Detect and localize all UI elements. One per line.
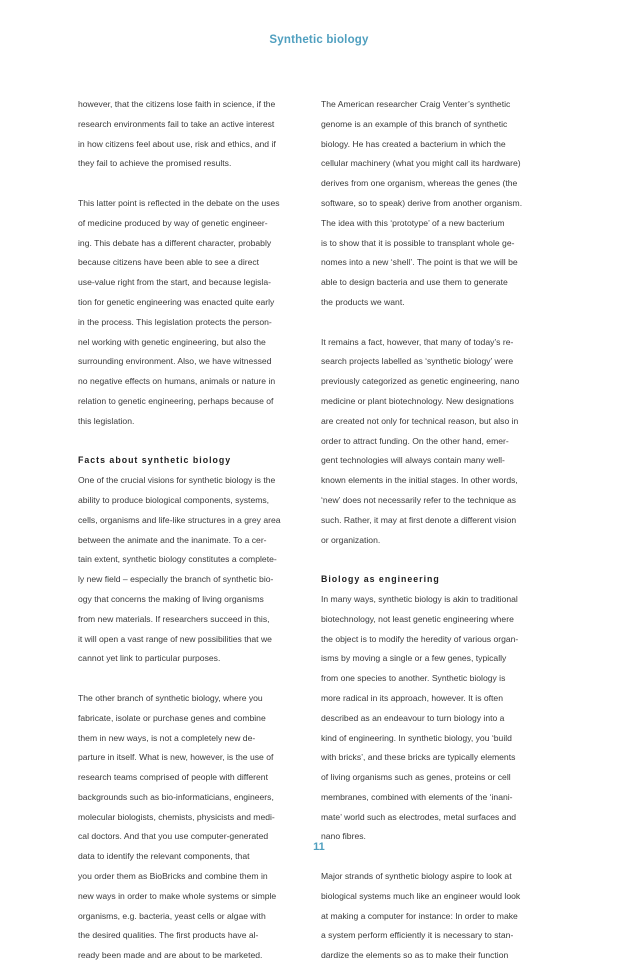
text-line: biotechnology, not least genetic engineering where xyxy=(321,613,514,624)
text-line: nel working with genetic engineering, but also the xyxy=(78,336,266,347)
text-line: ing. This debate has a different character, probably xyxy=(78,237,272,248)
text-line: medicine or plant biotechnology. New designations xyxy=(321,395,514,406)
paragraph-gap xyxy=(321,313,559,333)
text-line: is to show that it is possible to transplant whole ge- xyxy=(321,237,515,248)
text-line: or organization. xyxy=(321,534,381,545)
text-line: dardize the elements so as to make their function xyxy=(321,950,509,961)
text-line: mate’ world such as electrodes, metal surfaces and xyxy=(321,811,517,822)
text-line: research environments fail to take an active interest xyxy=(78,118,275,129)
text-line: genome is an example of this branch of synthetic xyxy=(321,118,508,129)
text-line: The other branch of synthetic biology, where you xyxy=(78,692,263,703)
page-number: 11 xyxy=(313,841,325,853)
text-line: relation to genetic engineering, perhaps because of xyxy=(78,395,274,406)
text-line: the desired qualities. The first products have al- xyxy=(78,930,259,941)
text-line: you order them as BioBricks and combine them in xyxy=(78,871,268,882)
text-line: such. Rather, it may at first denote a different vision xyxy=(321,514,517,525)
text-line: kind of engineering. In synthetic biology, you ‘build xyxy=(321,732,512,743)
text-line: known elements in the initial stages. In other words, xyxy=(321,475,518,486)
text-line: One of the crucial visions for synthetic biology is the xyxy=(78,475,276,486)
text-line: cells, organisms and life-like structures in a grey area xyxy=(78,514,281,525)
paragraph-gap xyxy=(78,432,316,452)
text-line: however, that the citizens lose faith in science, if the xyxy=(78,99,276,109)
paragraph-gap xyxy=(78,174,316,194)
text-line: The idea with this ‘prototype’ of a new bacterium xyxy=(321,217,505,228)
text-line: between the animate and the inanimate. To a cer- xyxy=(78,534,267,545)
text-line: This latter point is reflected in the debate on the uses xyxy=(78,197,280,208)
text-line: from new materials. If researchers succeed in this, xyxy=(78,613,270,624)
text-line: ‘new’ does not necessarily refer to the technique as xyxy=(321,494,517,505)
text-line: from one species to another. Synthetic biology is xyxy=(321,673,506,684)
text-line: previously categorized as genetic engineering, nano xyxy=(321,376,520,387)
text-line: tion for genetic engineering was enacted quite early xyxy=(78,296,275,307)
text-line: cal doctors. And that you use computer-generated xyxy=(78,831,269,842)
text-line: in how citizens feel about use, risk and ethics, and if xyxy=(78,138,276,149)
text-line: biological systems much like an engineer would look xyxy=(321,890,521,901)
text-line: at making a computer for instance: In order to make xyxy=(321,910,518,921)
text-line: nano fibres. xyxy=(321,831,366,842)
text-line: backgrounds such as bio-informaticians, engineers, xyxy=(78,791,274,802)
text-line: search projects labelled as ‘synthetic biology’ were xyxy=(321,356,514,367)
text-line: because citizens have been able to see a direct xyxy=(78,257,260,268)
text-line: cannot yet link to particular purposes. xyxy=(78,653,221,664)
section-heading: Facts about synthetic biology xyxy=(78,455,232,466)
text-line: order to attract funding. On the other hand, emer- xyxy=(321,435,509,446)
right-column xyxy=(321,95,559,966)
text-line: a system perform efficiently it is necessary to stan- xyxy=(321,930,514,941)
text-line: the object is to modify the heredity of various organ- xyxy=(321,633,519,644)
text-line: cellular machinery (what you might call its hardware) xyxy=(321,158,521,169)
text-line: this legislation. xyxy=(78,415,135,426)
text-line: them in new ways, is not a completely new de- xyxy=(78,732,256,743)
text-line: able to design bacteria and use them to generate xyxy=(321,277,508,288)
text-line: use-value right from the start, and because legisla- xyxy=(78,277,271,288)
paragraph-gap xyxy=(321,550,559,570)
text-line: are created not only for technical reason, but also in xyxy=(321,415,519,426)
text-line: derives from one organism, whereas the genes (the xyxy=(321,178,518,189)
text-line: It remains a fact, however, that many of today’s re- xyxy=(321,336,514,347)
text-line: isms by moving a single or a few genes, typically xyxy=(321,653,507,664)
left-column xyxy=(78,95,316,966)
text-line: surrounding environment. Also, we have witnessed xyxy=(78,356,272,367)
text-line: of living organisms such as genes, proteins or cell xyxy=(321,772,511,783)
text-line: research teams comprised of people with different xyxy=(78,772,268,783)
text-line: ogy that concerns the making of living organisms xyxy=(78,593,264,604)
text-line: ability to produce biological components, systems, xyxy=(78,494,270,505)
text-line: new ways in order to make whole systems or simple xyxy=(78,890,277,901)
text-line: biology. He has created a bacterium in which the xyxy=(321,138,506,149)
text-line: with bricks’, and these bricks are typically elements xyxy=(321,752,516,763)
text-line: no negative effects on humans, animals or nature in xyxy=(78,376,276,387)
text-line: tain extent, synthetic biology constitutes a complete- xyxy=(78,554,277,565)
text-line: ready been made and are about to be marketed. xyxy=(78,950,263,961)
text-line: it will open a vast range of new possibilities that we xyxy=(78,633,272,644)
text-line: molecular biologists, chemists, physicists and medi- xyxy=(78,811,275,822)
text-line: described as an endeavour to turn biology into a xyxy=(321,712,505,723)
text-line: The American researcher Craig Venter’s synthetic xyxy=(321,99,511,109)
text-line: they fail to achieve the promised results. xyxy=(78,158,232,169)
text-line: in the process. This legislation protects the person- xyxy=(78,316,272,327)
paragraph-gap xyxy=(78,669,316,689)
section-heading: Biology as engineering xyxy=(321,574,440,585)
text-line: more radical in its approach, however. It is often xyxy=(321,692,503,703)
text-line: software, so to speak) derive from another organism. xyxy=(321,197,523,208)
text-line: gent technologies will always contain many well- xyxy=(321,455,505,466)
text-line: organisms, e.g. bacteria, yeast cells or algae with xyxy=(78,910,266,921)
text-line: ly new field – especially the branch of synthetic bio- xyxy=(78,574,274,585)
text-line: nomes into a new ‘shell’. The point is that we will be xyxy=(321,257,518,268)
text-line: the products we want. xyxy=(321,296,405,307)
text-line: of medicine produced by way of genetic engineer- xyxy=(78,217,268,228)
text-line: parture in itself. What is new, however, is the use of xyxy=(78,752,274,763)
text-line: fabricate, isolate or purchase genes and combine xyxy=(78,712,266,723)
text-line: membranes, combined with elements of the ‘inani- xyxy=(321,791,513,802)
text-line: data to identify the relevant components, that xyxy=(78,851,250,862)
text-line: Major strands of synthetic biology aspire to look at xyxy=(321,871,512,882)
text-line: In many ways, synthetic biology is akin to traditional xyxy=(321,593,518,604)
running-header: Synthetic biology xyxy=(269,34,369,46)
